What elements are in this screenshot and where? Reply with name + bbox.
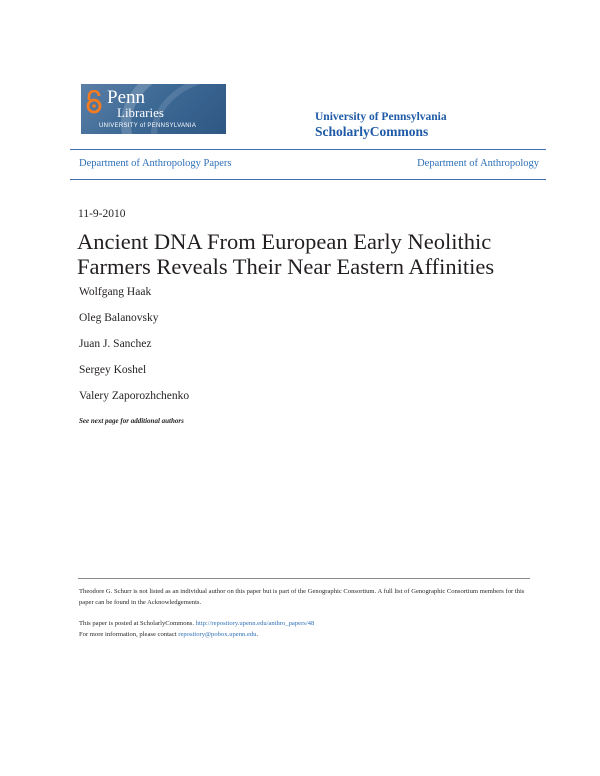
author-list: [79, 285, 189, 415]
author-name: Sergey Koshel: [79, 364, 147, 376]
header-rule-bottom: [70, 179, 546, 180]
footer-posted-line: [79, 618, 314, 629]
footer-rule: [78, 578, 530, 579]
logo-penn-text: Penn: [107, 87, 145, 108]
author-name: Valery Zaporozhchenko: [79, 390, 190, 402]
header-rule-top: [70, 149, 546, 150]
contact-suffix: .: [256, 631, 259, 638]
author-name: Wolfgang Haak: [79, 286, 152, 298]
penn-libraries-logo[interactable]: [81, 84, 226, 134]
footer-contact-line: [79, 629, 258, 640]
author-name: Oleg Balanovsky: [79, 312, 159, 324]
publication-date: 11-9-2010: [78, 208, 126, 220]
author-name: Juan J. Sanchez: [79, 338, 152, 350]
additional-authors-note: See next page for additional authors: [79, 417, 184, 425]
posted-prefix: This paper is posted at ScholarlyCommons.: [79, 620, 195, 627]
institution-name[interactable]: University of Pennsylvania: [315, 111, 447, 123]
department-papers-link[interactable]: Department of Anthropology Papers: [79, 158, 232, 169]
contact-prefix: For more information, please contact: [79, 631, 177, 638]
logo-libraries-text: Libraries: [117, 105, 164, 120]
department-link[interactable]: Department of Anthropology: [417, 158, 539, 169]
footer-note: Theodore G. Schurr is not listed as an individual author on this paper but is part of the Genographic Consortium. A full list of Genographic Consortium members for this paper can be found in the Acknowledgements.: [79, 588, 525, 606]
open-access-icon: [85, 90, 103, 114]
article-title: Ancient DNA From European Early Neolithic Farmers Reveals Their Near Eastern Affinities: [77, 229, 495, 279]
paper-url-link[interactable]: http://repository.upenn.edu/anthro_papers/48: [195, 620, 315, 627]
contact-email-link[interactable]: repository@pobox.upenn.edu: [178, 631, 257, 638]
logo-university-text: UNIVERSITY of PENNSYLVANIA: [99, 123, 197, 129]
repository-name[interactable]: ScholarlyCommons: [315, 124, 429, 139]
